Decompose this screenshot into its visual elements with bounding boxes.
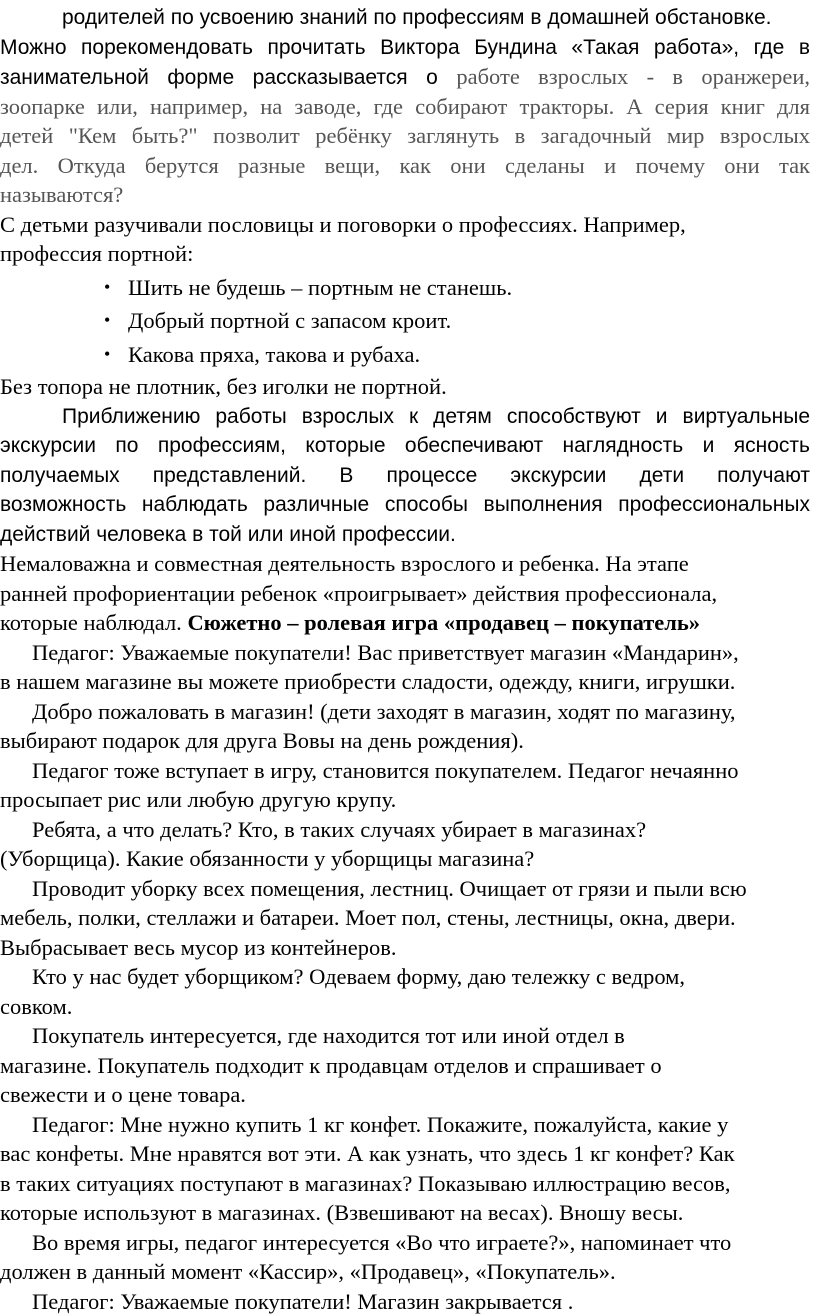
text-line: Немаловажна и совместная деятельность взрослого и ребенка. На этапе <box>0 549 810 579</box>
text-line: Покупатель интересуется, где находится тот или иной отдел в <box>0 1021 810 1051</box>
text-line: зоопарке или, например, на заводе, где собирают тракторы. А серия книг для <box>0 92 810 122</box>
text-line: возможность наблюдать различные способы выполнения профессиональных <box>0 490 810 520</box>
text-line: детей "Кем быть?" позволит ребёнку заглянуть в загадочный мир взрослых <box>0 121 810 151</box>
text-line: получаемых представлений. В процессе экскурсии дети получают <box>0 461 810 491</box>
text-line: Педагог: Уважаемые покупатели! Вас приветствует магазин «Мандарин», <box>0 638 810 668</box>
text-line: Кто у нас будет уборщиком? Одеваем форму, даю тележку с ведром, <box>0 962 810 992</box>
text-line: действий человека в той или иной профессии. <box>0 520 810 550</box>
text-line: Можно порекомендовать прочитать Виктора Бундина «Такая работа», где в <box>0 33 810 63</box>
list-item <box>0 340 810 370</box>
text-line: Проводит уборку всех помещения, лестниц. Очищает от грязи и пыли всю <box>0 874 810 904</box>
text-line: Педагог тоже вступает в игру, становится покупателем. Педагог нечаянно <box>0 756 810 786</box>
text-line: ранней профориентации ребенок «проигрывает» действия профессионала, <box>0 579 810 609</box>
text-line: Выбрасывает весь мусор из контейнеров. <box>0 933 810 963</box>
text-line: должен в данный момент «Кассир», «Продавец», «Покупатель». <box>0 1257 810 1287</box>
text-line: Во время игры, педагог интересуется «Во что играете?», напоминает что <box>0 1228 810 1258</box>
text-line: Педагог: Мне нужно купить 1 кг конфет. Покажите, пожалуйста, какие у <box>0 1110 810 1140</box>
text-line: свежести и о цене товара. <box>0 1080 810 1110</box>
list-item-text: Какова пряха, такова и рубаха. <box>104 342 420 367</box>
list-item-text: Шить не будешь – портным не станешь. <box>104 275 512 300</box>
text-line: профессия портной: <box>0 239 810 269</box>
bullet-icon: • <box>104 340 110 370</box>
text-line: выбирают подарок для друга Вовы на день рождения). <box>0 726 810 756</box>
text-line: совком. <box>0 992 810 1022</box>
section-heading: Сюжетно – ролевая игра «продавец – покупатель» <box>187 610 700 635</box>
bullet-icon: • <box>104 273 110 303</box>
text-line: Добро пожаловать в магазин! (дети заходят в магазин, ходят по магазину, <box>0 697 810 727</box>
text-segment: которые наблюдал. <box>0 610 187 635</box>
text-segment: занимательной форме рассказывается о <box>0 66 456 89</box>
list-item <box>0 306 810 336</box>
text-line: дел. Откуда берутся разные вещи, как они сделаны и почему они так <box>0 151 810 181</box>
text-line <box>0 608 810 638</box>
text-line: которые используют в магазинах. (Взвешивают на весах). Вношу весы. <box>0 1198 810 1228</box>
text-line: родителей по усвоению знаний по профессиям в домашней обстановке. <box>0 3 810 33</box>
text-line: экскурсии по профессиям, которые обеспечивают наглядность и ясность <box>0 431 810 461</box>
text-line: Педагог: Уважаемые покупатели! Магазин закрывается . <box>0 1287 810 1316</box>
text-line <box>0 62 810 92</box>
text-line: мебель, полки, стеллажи и батареи. Моет пол, стены, лестницы, окна, двери. <box>0 903 810 933</box>
text-line: Приближению работы взрослых к детям способствуют и виртуальные <box>0 402 810 432</box>
text-line: вас конфеты. Мне нравятся вот эти. А как узнать, что здесь 1 кг конфет? Как <box>0 1139 810 1169</box>
text-line: Ребята, а что делать? Кто, в таких случаях убирает в магазинах? <box>0 815 810 845</box>
text-line: называются? <box>0 180 810 210</box>
text-line: в нашем магазине вы можете приобрести сладости, одежду, книги, игрушки. <box>0 667 810 697</box>
text-line: С детьми разучивали пословицы и поговорки о профессиях. Например, <box>0 210 810 240</box>
text-line: магазине. Покупатель подходит к продавцам отделов и спрашивает о <box>0 1051 810 1081</box>
text-line: в таких ситуациях поступают в магазинах? Показываю иллюстрацию весов, <box>0 1169 810 1199</box>
text-segment-gray: работе взрослых - в оранжереи, <box>456 64 810 89</box>
list-item <box>0 273 810 303</box>
bullet-icon: • <box>104 306 110 336</box>
text-line: (Уборщица). Какие обязанности у уборщицы магазина? <box>0 844 810 874</box>
list-item-text: Добрый портной с запасом кроит. <box>104 308 451 333</box>
text-line: просыпает рис или любую другую крупу. <box>0 785 810 815</box>
text-line: Без топора не плотник, без иголки не портной. <box>0 372 810 402</box>
